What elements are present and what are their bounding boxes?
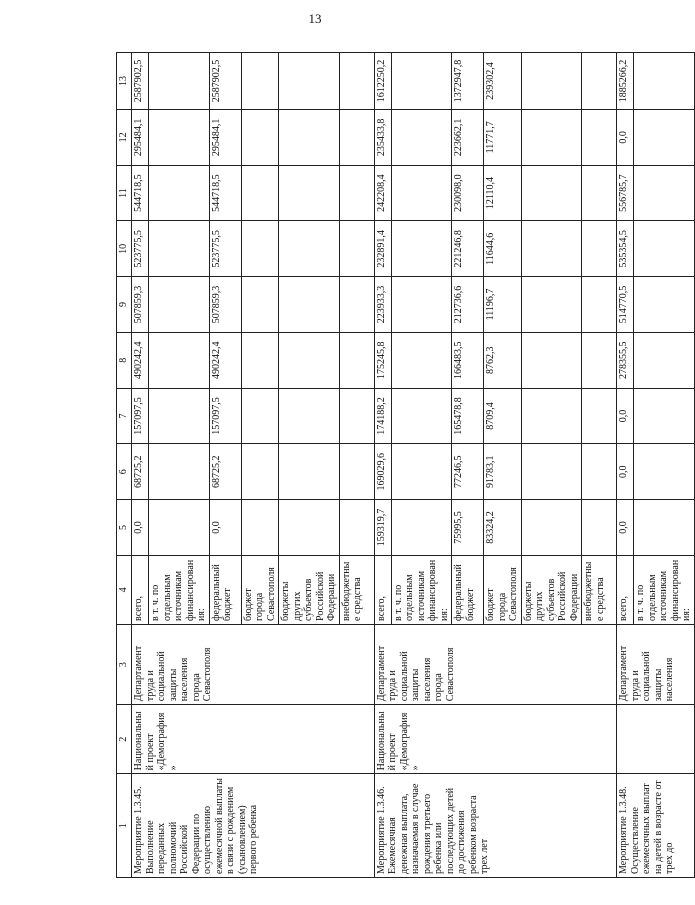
value-cell: 8709,4 [484, 388, 522, 444]
funding-source-cell: в т. ч. по отдельным источникам финансирования: [391, 555, 452, 624]
value-cell [339, 109, 374, 165]
value-cell: 2587902,5 [209, 53, 241, 110]
value-cell [391, 388, 452, 444]
executor-cell: Департамент труда и социальной защиты населения города Севастополя [374, 624, 617, 704]
project-cell: Национальный проект «Демография» [374, 705, 617, 774]
value-cell [149, 277, 210, 333]
value-cell: 75995,5 [452, 500, 484, 556]
value-cell [521, 500, 582, 556]
value-cell [279, 332, 340, 388]
value-cell [391, 444, 452, 500]
value-cell [339, 444, 374, 500]
value-cell [149, 53, 210, 110]
value-cell: 1612250,2 [374, 53, 391, 110]
value-cell [149, 500, 210, 556]
column-number-row [117, 53, 132, 878]
value-cell [634, 109, 695, 165]
value-cell [391, 53, 452, 110]
col-header-8: 8 [117, 332, 132, 388]
measure-cell: Мероприятие 1.3.46. Ежемесячная денежная выплата, назначаемая в случае рождения третьего ребенка или последующих детей до достижения ребенком возраста трех лет [374, 774, 617, 878]
value-cell [241, 165, 279, 221]
funding-source-cell: бюджеты других субъектов Российской Федерации [279, 555, 340, 624]
value-cell [521, 444, 582, 500]
funding-source-cell: бюджет города Севастополя [241, 555, 279, 624]
value-cell: 169029,6 [374, 444, 391, 500]
value-cell [391, 165, 452, 221]
value-cell: 544718,5 [132, 165, 149, 221]
value-cell [279, 165, 340, 221]
value-cell [391, 277, 452, 333]
col-header-13: 13 [117, 53, 132, 110]
value-cell: 0,0 [617, 500, 634, 556]
value-cell [241, 332, 279, 388]
value-cell: 1885266,2 [617, 53, 634, 110]
funding-source-cell: всего, [132, 555, 149, 624]
value-cell [521, 165, 582, 221]
value-cell: 83324,2 [484, 500, 522, 556]
funding-source-cell: федеральный бюджет [209, 555, 241, 624]
col-header-10: 10 [117, 221, 132, 277]
value-cell: 8762,3 [484, 332, 522, 388]
value-cell [241, 53, 279, 110]
table-row [617, 53, 634, 878]
value-cell: 166483,5 [452, 332, 484, 388]
funding-source-cell: в т. ч. по отдельным источникам финансирования: [634, 555, 695, 624]
value-cell: 159319,7 [374, 500, 391, 556]
value-cell: 0,0 [617, 388, 634, 444]
funding-source-cell: внебюджетные средства [339, 555, 374, 624]
value-cell [279, 53, 340, 110]
value-cell [391, 109, 452, 165]
value-cell [279, 388, 340, 444]
value-cell [582, 500, 617, 556]
page-number: 13 [308, 11, 322, 26]
funding-source-cell: в т. ч. по отдельным источникам финансирования: [149, 555, 210, 624]
value-cell [339, 165, 374, 221]
table-body [132, 53, 695, 878]
value-cell [582, 165, 617, 221]
value-cell [582, 109, 617, 165]
col-header-2: 2 [117, 705, 132, 774]
value-cell: 11644,6 [484, 221, 522, 277]
col-header-11: 11 [117, 165, 132, 221]
value-cell [391, 332, 452, 388]
value-cell [582, 53, 617, 110]
value-cell [582, 221, 617, 277]
executor-cell: Департамент труда и социальной защиты населения [617, 624, 695, 704]
value-cell: 165478,8 [452, 388, 484, 444]
value-cell [149, 165, 210, 221]
value-cell: 68725,2 [209, 444, 241, 500]
value-cell: 0,0 [617, 109, 634, 165]
value-cell: 295484,1 [132, 109, 149, 165]
funding-source-cell: внебюджетные средства [582, 555, 617, 624]
value-cell [241, 109, 279, 165]
value-cell: 174188,2 [374, 388, 391, 444]
value-cell [521, 53, 582, 110]
value-cell [241, 500, 279, 556]
value-cell: 2587902,5 [132, 53, 149, 110]
value-cell [634, 444, 695, 500]
value-cell [339, 53, 374, 110]
value-cell: 232891,4 [374, 221, 391, 277]
value-cell: 223662,1 [452, 109, 484, 165]
value-cell [634, 332, 695, 388]
value-cell [582, 388, 617, 444]
value-cell [521, 277, 582, 333]
value-cell: 490242,4 [132, 332, 149, 388]
value-cell: 223933,3 [374, 277, 391, 333]
col-header-9: 9 [117, 277, 132, 333]
value-cell [279, 221, 340, 277]
col-header-5: 5 [117, 500, 132, 556]
value-cell: 157097,5 [132, 388, 149, 444]
value-cell: 535354,5 [617, 221, 634, 277]
rotated-table-frame [116, 52, 692, 878]
value-cell [391, 500, 452, 556]
value-cell: 11771,7 [484, 109, 522, 165]
value-cell: 212736,6 [452, 277, 484, 333]
value-cell [241, 221, 279, 277]
value-cell: 0,0 [617, 444, 634, 500]
measure-cell: Мероприятие 1.3.48. Осуществление ежемесячных выплат на детей в возрасте от трех до [617, 774, 695, 878]
value-cell: 91783,1 [484, 444, 522, 500]
value-cell: 157097,5 [209, 388, 241, 444]
value-cell [339, 388, 374, 444]
value-cell [634, 500, 695, 556]
value-cell [339, 221, 374, 277]
col-header-12: 12 [117, 109, 132, 165]
value-cell: 242208,4 [374, 165, 391, 221]
value-cell: 523775,5 [209, 221, 241, 277]
value-cell [634, 165, 695, 221]
value-cell [339, 277, 374, 333]
value-cell: 230098,0 [452, 165, 484, 221]
value-cell: 12110,4 [484, 165, 522, 221]
value-cell: 235433,8 [374, 109, 391, 165]
value-cell [241, 388, 279, 444]
col-header-1: 1 [117, 774, 132, 878]
value-cell [634, 277, 695, 333]
value-cell: 490242,4 [209, 332, 241, 388]
value-cell [279, 444, 340, 500]
funding-source-cell: бюджет города Севастополя [484, 555, 522, 624]
measure-cell: Мероприятие 1.3.45. Выполнение переданных полномочий Российской Федерации по осуществлению ежемесячной выплаты в связи с рождением (усыновлением) первого ребенка [132, 774, 375, 878]
value-cell: 507859,3 [209, 277, 241, 333]
value-cell [521, 221, 582, 277]
col-header-4: 4 [117, 555, 132, 624]
value-cell [521, 388, 582, 444]
value-cell [391, 221, 452, 277]
value-cell [634, 53, 695, 110]
value-cell [279, 500, 340, 556]
value-cell [149, 221, 210, 277]
value-cell: 507859,3 [132, 277, 149, 333]
value-cell [582, 332, 617, 388]
funding-source-cell: всего, [374, 555, 391, 624]
value-cell: 221246,8 [452, 221, 484, 277]
project-cell [617, 705, 695, 774]
value-cell [279, 277, 340, 333]
col-header-6: 6 [117, 444, 132, 500]
value-cell: 239302,4 [484, 53, 522, 110]
table-row [132, 53, 149, 878]
value-cell: 514770,5 [617, 277, 634, 333]
value-cell [582, 277, 617, 333]
value-cell: 0,0 [209, 500, 241, 556]
value-cell: 278355,5 [617, 332, 634, 388]
value-cell [521, 332, 582, 388]
funding-source-cell: бюджеты других субъектов Российской Федерации [521, 555, 582, 624]
value-cell: 1372947,8 [452, 53, 484, 110]
value-cell: 68725,2 [132, 444, 149, 500]
value-cell: 544718,5 [209, 165, 241, 221]
value-cell: 556785,7 [617, 165, 634, 221]
value-cell: 11196,7 [484, 277, 522, 333]
value-cell: 0,0 [132, 500, 149, 556]
value-cell: 523775,5 [132, 221, 149, 277]
value-cell [149, 444, 210, 500]
value-cell: 77246,5 [452, 444, 484, 500]
col-header-7: 7 [117, 388, 132, 444]
value-cell [149, 388, 210, 444]
value-cell: 295484,1 [209, 109, 241, 165]
project-cell: Национальный проект «Демография» [132, 705, 375, 774]
financing-table [116, 52, 695, 878]
value-cell [339, 500, 374, 556]
funding-source-cell: всего, [617, 555, 634, 624]
value-cell [339, 332, 374, 388]
value-cell [634, 388, 695, 444]
value-cell [582, 444, 617, 500]
funding-source-cell: федеральный бюджет [452, 555, 484, 624]
value-cell [521, 109, 582, 165]
value-cell [279, 109, 340, 165]
executor-cell: Департамент труда и социальной защиты населения города Севастополя [132, 624, 375, 704]
value-cell: 175245,8 [374, 332, 391, 388]
table-row [374, 53, 391, 878]
value-cell [149, 109, 210, 165]
value-cell [149, 332, 210, 388]
value-cell [241, 277, 279, 333]
col-header-3: 3 [117, 624, 132, 704]
value-cell [634, 221, 695, 277]
value-cell [241, 444, 279, 500]
